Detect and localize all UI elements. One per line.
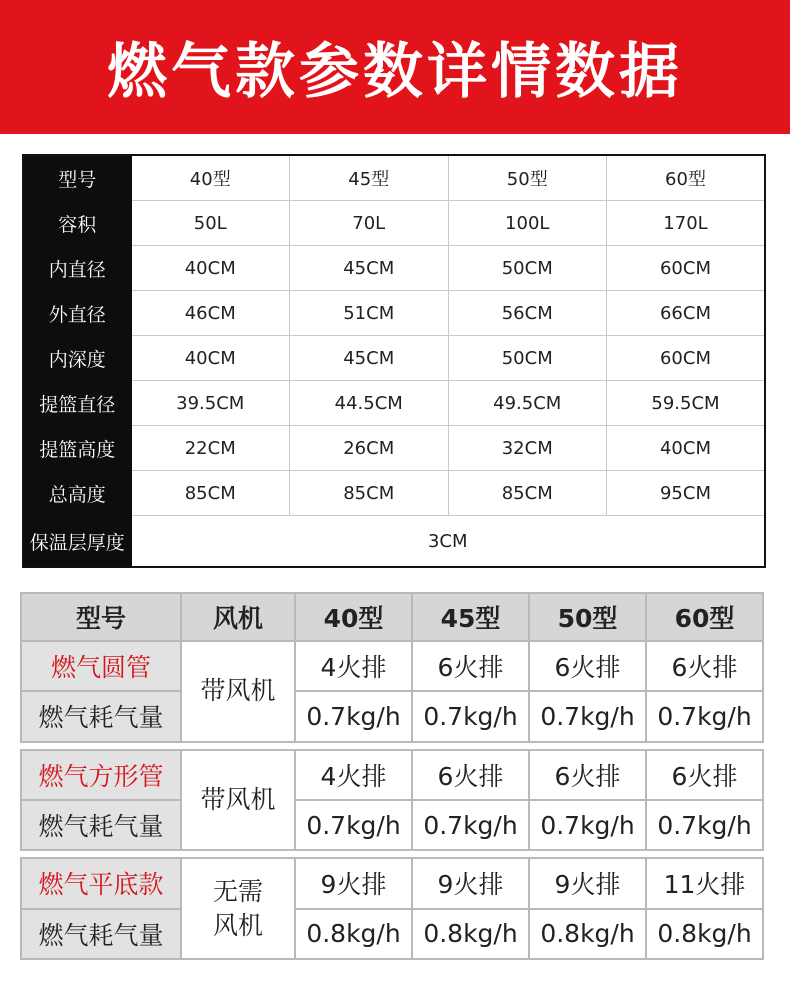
spec-row-label: 提篮直径: [23, 381, 131, 426]
spec-cell: 49.5CM: [448, 381, 607, 426]
spec-cell: 85CM: [448, 471, 607, 516]
consumption-row: [21, 800, 763, 850]
consumption-row: [21, 691, 763, 741]
consumption-label: 燃气耗气量: [21, 691, 181, 741]
gas-header-cell: 60型: [646, 593, 763, 641]
spec-cell: 45CM: [290, 336, 449, 381]
page-title: 燃气款参数详情数据: [107, 37, 683, 107]
burner-cell: 4火排: [295, 641, 412, 691]
spec-cell: 70L: [290, 201, 449, 246]
burner-cell: 9火排: [529, 858, 646, 908]
spec-row: [23, 471, 765, 516]
spec-table: [22, 154, 766, 568]
spec-row: [23, 246, 765, 291]
burner-cell: 11火排: [646, 858, 763, 908]
gas-header-cell: 50型: [529, 593, 646, 641]
insulation-value: 3CM: [131, 516, 765, 568]
consumption-cell: 0.7kg/h: [646, 691, 763, 741]
spec-row: [23, 201, 765, 246]
consumption-cell: 0.7kg/h: [295, 800, 412, 850]
consumption-cell: 0.7kg/h: [529, 800, 646, 850]
consumption-label: 燃气耗气量: [21, 800, 181, 850]
spec-cell: 50CM: [448, 336, 607, 381]
spec-row-label: 容积: [23, 201, 131, 246]
separator-cell: [21, 742, 763, 750]
spec-row: [23, 381, 765, 426]
spec-cell: 26CM: [290, 426, 449, 471]
consumption-cell: 0.8kg/h: [646, 909, 763, 959]
spec-cell: 45CM: [290, 246, 449, 291]
gas-type-label: 燃气圆管: [21, 641, 181, 691]
gas-header-row: [21, 593, 763, 641]
burner-cell: 4火排: [295, 750, 412, 800]
spec-row: [23, 336, 765, 381]
consumption-label: 燃气耗气量: [21, 909, 181, 959]
burner-cell: 6火排: [412, 750, 529, 800]
spec-row-label: 内直径: [23, 246, 131, 291]
group-separator: [21, 742, 763, 750]
gas-table: [20, 592, 764, 960]
spec-cell: 40CM: [131, 336, 290, 381]
consumption-cell: 0.7kg/h: [529, 691, 646, 741]
consumption-cell: 0.7kg/h: [646, 800, 763, 850]
title-banner: [0, 0, 790, 134]
consumption-row: [21, 909, 763, 959]
gas-header-cell: 40型: [295, 593, 412, 641]
insulation-label: 保温层厚度: [23, 516, 131, 568]
burner-row: [21, 858, 763, 908]
spec-cell: 40CM: [607, 426, 766, 471]
spec-cell: 51CM: [290, 291, 449, 336]
fan-cell: 带风机: [181, 641, 295, 742]
spec-row-label: 提篮高度: [23, 426, 131, 471]
gas-header-cell: 45型: [412, 593, 529, 641]
spec-cell: 170L: [607, 201, 766, 246]
consumption-cell: 0.7kg/h: [412, 691, 529, 741]
gas-header-cell: 型号: [21, 593, 181, 641]
spec-header-label: 型号: [23, 155, 131, 201]
consumption-cell: 0.7kg/h: [295, 691, 412, 741]
burner-row: [21, 750, 763, 800]
spec-cell: 59.5CM: [607, 381, 766, 426]
burner-cell: 6火排: [412, 641, 529, 691]
group-separator: [21, 850, 763, 858]
spec-row: [23, 291, 765, 336]
spec-header-row: [23, 155, 765, 201]
burner-row: [21, 641, 763, 691]
spec-row: [23, 426, 765, 471]
burner-cell: 6火排: [646, 750, 763, 800]
burner-cell: 6火排: [646, 641, 763, 691]
burner-cell: 6火排: [529, 641, 646, 691]
spec-row-label: 外直径: [23, 291, 131, 336]
fan-cell: [181, 858, 295, 959]
gas-type-label: 燃气方形管: [21, 750, 181, 800]
consumption-cell: 0.7kg/h: [412, 800, 529, 850]
spec-cell: 100L: [448, 201, 607, 246]
insulation-row: [23, 516, 765, 568]
spec-cell: 85CM: [131, 471, 290, 516]
spec-cell: 32CM: [448, 426, 607, 471]
model-cell: 50型: [448, 155, 607, 201]
spec-cell: 50CM: [448, 246, 607, 291]
burner-cell: 6火排: [529, 750, 646, 800]
spec-cell: 95CM: [607, 471, 766, 516]
model-cell: 45型: [290, 155, 449, 201]
spec-cell: 56CM: [448, 291, 607, 336]
spec-cell: 40CM: [131, 246, 290, 291]
spec-cell: 60CM: [607, 246, 766, 291]
spec-cell: 46CM: [131, 291, 290, 336]
spec-cell: 22CM: [131, 426, 290, 471]
gas-type-label: 燃气平底款: [21, 858, 181, 908]
consumption-cell: 0.8kg/h: [295, 909, 412, 959]
spec-cell: 60CM: [607, 336, 766, 381]
spec-row-label: 内深度: [23, 336, 131, 381]
fan-line: 无需: [212, 876, 263, 906]
spec-row-label: 总高度: [23, 471, 131, 516]
spec-cell: 85CM: [290, 471, 449, 516]
separator-cell: [21, 850, 763, 858]
fan-line: 风机: [212, 910, 263, 940]
spec-cell: 39.5CM: [131, 381, 290, 426]
burner-cell: 9火排: [295, 858, 412, 908]
model-cell: 40型: [131, 155, 290, 201]
model-cell: 60型: [607, 155, 766, 201]
consumption-cell: 0.8kg/h: [529, 909, 646, 959]
spec-cell: 66CM: [607, 291, 766, 336]
spec-cell: 44.5CM: [290, 381, 449, 426]
spec-cell: 50L: [131, 201, 290, 246]
burner-cell: 9火排: [412, 858, 529, 908]
gas-header-cell: 风机: [181, 593, 295, 641]
fan-cell: 带风机: [181, 750, 295, 851]
consumption-cell: 0.8kg/h: [412, 909, 529, 959]
